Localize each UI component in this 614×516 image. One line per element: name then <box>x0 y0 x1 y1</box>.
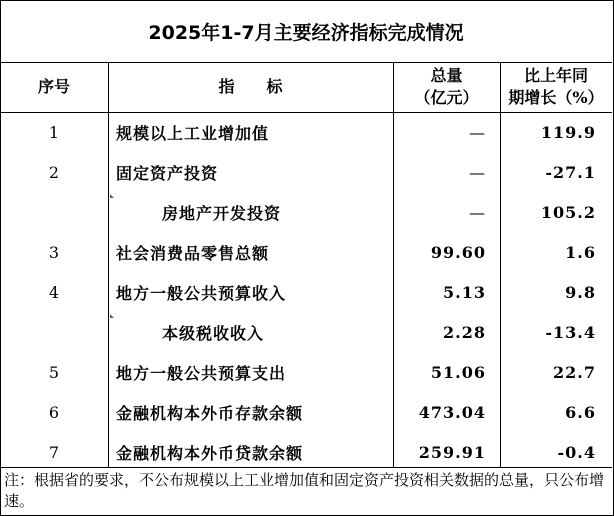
table-title: 2025年1-7月主要经济指标完成情况 <box>148 21 464 44</box>
header-growth <box>500 62 612 112</box>
row-number <box>0 312 108 352</box>
row-total: 5.13 <box>443 282 486 302</box>
row-total: 2.28 <box>443 322 486 342</box>
row-indicator: 地方一般公共预算支出 <box>116 363 287 383</box>
row-number: 2 <box>48 162 60 182</box>
row-growth: -0.4 <box>557 442 596 462</box>
row-growth: -27.1 <box>545 162 596 182</box>
col-divider-1 <box>108 62 109 467</box>
header-growth-line2: 期增长（%） <box>508 88 604 107</box>
header-total-line2: （亿元） <box>414 88 479 107</box>
row-number: 1 <box>48 122 60 142</box>
cell-comment-marker <box>110 314 114 318</box>
header-indicator: 指 标 <box>218 76 283 96</box>
row-growth: 22.7 <box>553 362 596 382</box>
row-total: — <box>469 162 486 182</box>
row-indicator: 规模以上工业增加值 <box>116 123 270 143</box>
row-indicator: 地方一般公共预算收入 <box>116 283 287 303</box>
row-total: 473.04 <box>418 402 486 422</box>
row-indicator: 本级税收收入 <box>162 323 265 343</box>
row-number <box>0 192 108 232</box>
row-number: 3 <box>48 242 60 262</box>
row-total: — <box>469 122 486 142</box>
footnote: 注：根据省的要求，不公布规模以上工业增加值和固定资产投资相关数据的总量，只公布增速。 <box>4 471 605 510</box>
row-growth: 1.6 <box>565 242 596 262</box>
row-indicator: 固定资产投资 <box>116 163 219 183</box>
row-growth: 9.8 <box>565 282 596 302</box>
row-growth: 6.6 <box>565 402 596 422</box>
row-number: 7 <box>48 442 60 462</box>
row-total: — <box>469 202 486 222</box>
header-total <box>393 62 500 112</box>
header-growth-line1: 比上年同 <box>523 65 588 85</box>
header-total-line1: 总量 <box>430 65 463 85</box>
row-number: 5 <box>48 362 60 382</box>
row-number: 4 <box>48 282 60 302</box>
row-growth: -13.4 <box>545 322 596 342</box>
row-indicator: 房地产开发投资 <box>162 203 282 223</box>
header-index: 序号 <box>37 76 70 96</box>
row-total: 99.60 <box>430 242 486 262</box>
row-indicator: 社会消费品零售总额 <box>116 243 270 263</box>
row-number: 6 <box>48 402 60 422</box>
row-growth: 105.2 <box>540 202 596 222</box>
row-growth: 119.9 <box>540 122 596 142</box>
row-total: 51.06 <box>430 362 486 382</box>
row-indicator: 金融机构本外币贷款余额 <box>116 443 304 463</box>
row-total: 259.91 <box>418 442 486 462</box>
row-indicator: 金融机构本外币存款余额 <box>116 403 304 423</box>
cell-comment-marker <box>110 194 114 198</box>
